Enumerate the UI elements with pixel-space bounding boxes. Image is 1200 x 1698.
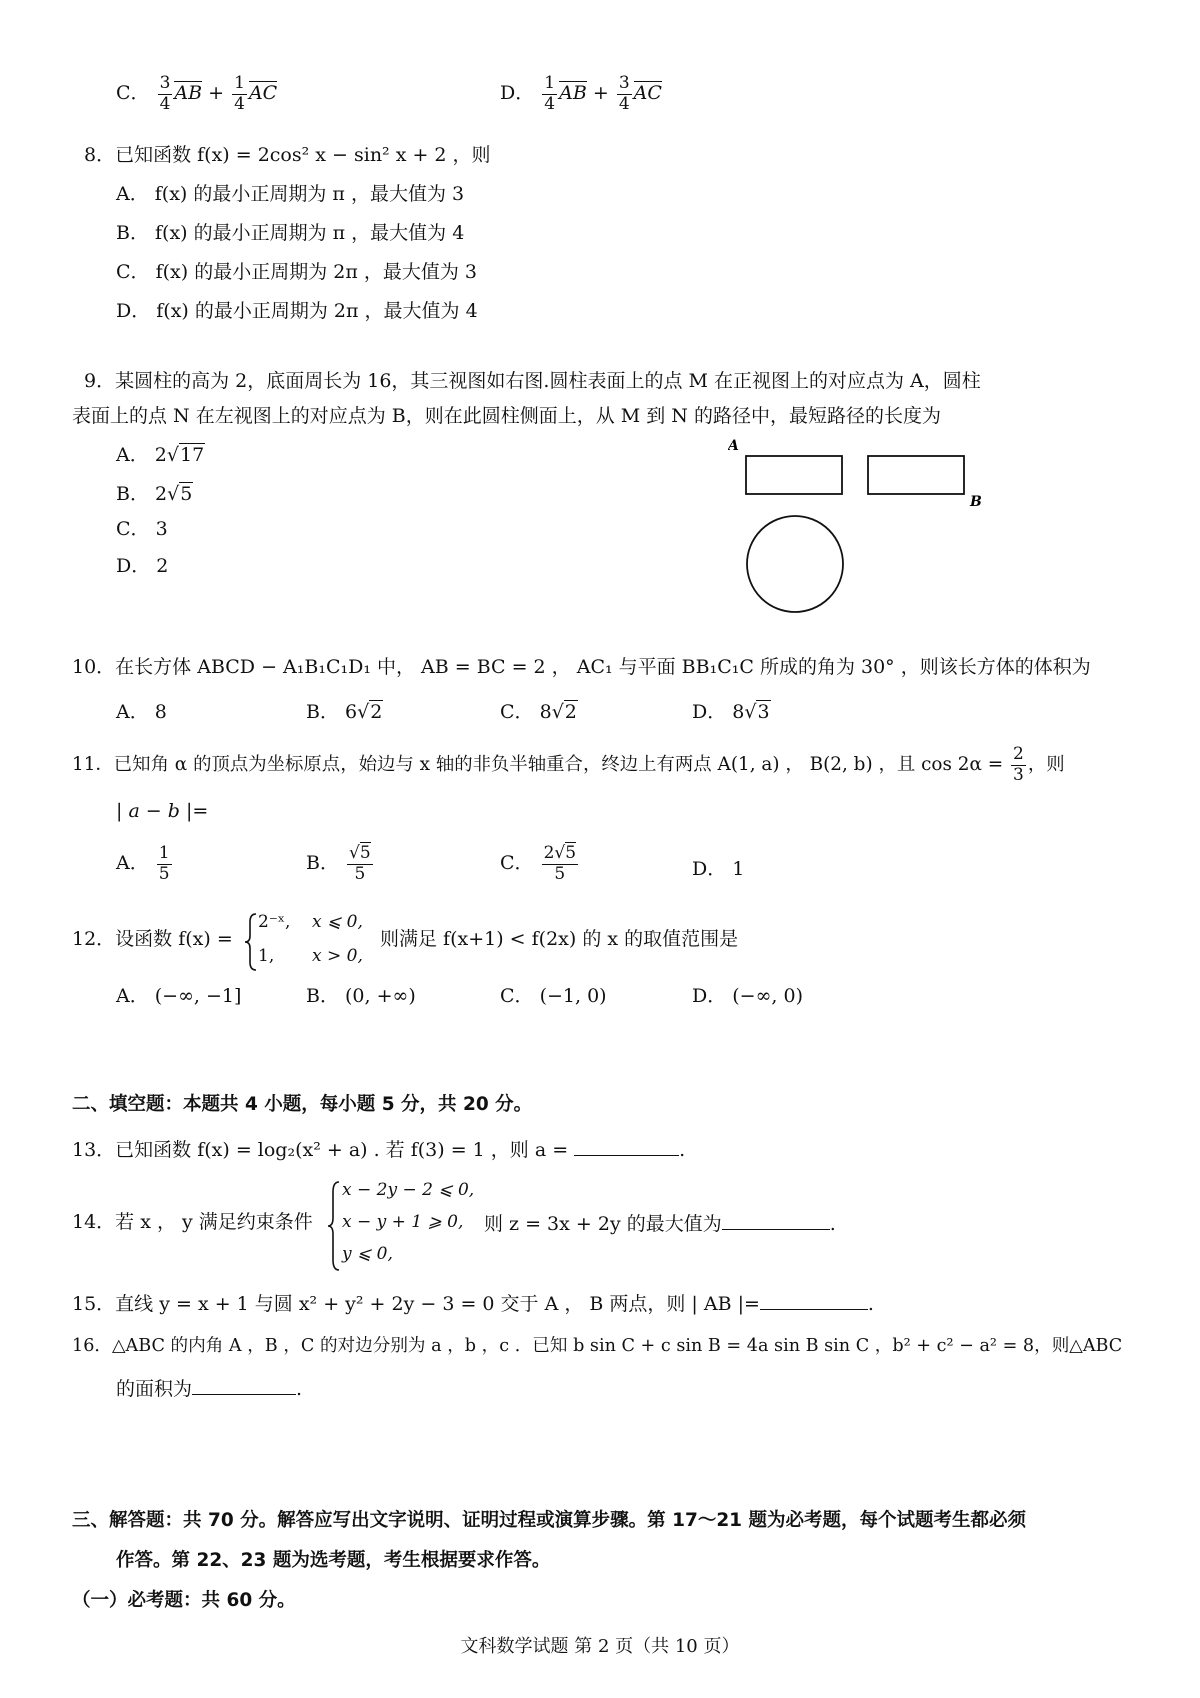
- q11-stem-end: ，则: [1027, 754, 1065, 776]
- answer-blank: [574, 1137, 679, 1156]
- option-label: A．: [116, 852, 149, 875]
- q9-option-d: D． 2: [116, 555, 169, 577]
- numerator: 1: [544, 73, 556, 93]
- radicand: 5: [359, 843, 371, 863]
- radicand: 3: [757, 701, 770, 723]
- q12-lead: 12．设函数 f(x) =: [72, 928, 233, 950]
- q12-option-d: D． (−∞, 0): [692, 985, 804, 1007]
- three-view-figure: [728, 436, 990, 616]
- numerator: 3: [618, 73, 630, 93]
- q14-tail-text: 则 z = 3x + 2y 的最大值为: [484, 1213, 722, 1235]
- q12-option-b: B． (0, +∞): [306, 985, 416, 1007]
- section-3-subtitle: （一）必考题：共 60 分。: [72, 1590, 296, 1611]
- q15: [72, 1291, 874, 1316]
- q12-option-a: A． (−∞, −1]: [116, 985, 242, 1007]
- q8-option-b: B． f(x) 的最小正周期为 π ，最大值为 4: [116, 222, 465, 244]
- fraction: [542, 74, 557, 114]
- q11-option-a: [116, 844, 174, 884]
- sqrt: √5: [167, 483, 193, 505]
- denominator: 3: [1013, 764, 1024, 785]
- top-view-circle: [747, 516, 843, 612]
- q12-case2-cond: x > 0,: [312, 946, 363, 966]
- q8-option-a: A． f(x) 的最小正周期为 π ，最大值为 3: [116, 183, 465, 205]
- q8-stem: 8．已知函数 f(x) = 2cos² x − sin² x + 2 ，则: [84, 144, 491, 166]
- q12-option-c: C． (−1, 0): [500, 985, 607, 1007]
- q16-end: .: [296, 1378, 303, 1400]
- q11-stem: [72, 745, 1065, 785]
- denominator: 5: [554, 863, 566, 884]
- q11-option-c: [500, 844, 580, 884]
- q11-line2: | a − b |=: [116, 800, 209, 822]
- q14-constraint-2: x − y + 1 ⩾ 0,: [342, 1212, 464, 1232]
- sqrt: √2: [551, 701, 577, 723]
- coefficient: 2: [155, 483, 168, 505]
- q12-case1-cond: x ⩽ 0,: [312, 912, 363, 932]
- q10-option-a: A． 8: [116, 701, 167, 723]
- q10-stem: 10．在长方体 ABCD − A₁B₁C₁D₁ 中， AB = BC = 2 ， AC₁ 与平面 BB₁C₁C 所成的角为 30° ，则该长方体的体积为: [72, 656, 1091, 678]
- plus: +: [592, 82, 609, 105]
- option-label: B．: [306, 852, 339, 875]
- q8-option-c: C． f(x) 的最小正周期为 2π ，最大值为 3: [116, 261, 477, 283]
- coefficient: 8: [539, 701, 552, 723]
- q8-option-d: D． f(x) 的最小正周期为 2π ，最大值为 4: [116, 300, 478, 322]
- numerator: 2√5: [543, 843, 577, 863]
- q14-constraint-3: y ⩽ 0,: [342, 1244, 393, 1264]
- radicand: 17: [179, 444, 205, 466]
- q7-option-c: [116, 74, 277, 114]
- fig-label-a: A: [728, 438, 739, 454]
- numerator: 1: [234, 73, 245, 93]
- section-2-title: 二、填空题：本题共 4 小题，每小题 5 分，共 20 分。: [72, 1094, 533, 1115]
- vector: AB: [559, 82, 587, 105]
- vector: AC: [248, 82, 278, 105]
- q7-option-d: [500, 74, 662, 114]
- q12-case1-expr: 2⁻ˣ,: [258, 912, 291, 932]
- q12-case2-expr: 1,: [258, 946, 275, 966]
- denominator: 4: [544, 93, 556, 114]
- numerator: √5: [349, 843, 371, 863]
- q9-option-a: [116, 444, 205, 467]
- option-label: C．: [500, 852, 534, 875]
- q14-tail: [484, 1211, 836, 1236]
- q10-option-c: [500, 701, 578, 724]
- q15-text: 15．直线 y = x + 1 与圆 x² + y² + 2y − 3 = 0 交于 A ， B 两点，则 | AB |=: [72, 1293, 760, 1315]
- q9-option-c: C． 3: [116, 518, 168, 540]
- radicand: 5: [565, 843, 577, 863]
- q16-line2-text: 的面积为: [116, 1378, 193, 1400]
- section-3-line1: 三、解答题：共 70 分。解答应写出文字说明、证明过程或演算步骤。第 17～21 题为必考题，每个试题考生都必须: [72, 1510, 1027, 1531]
- coefficient: 2: [543, 843, 555, 863]
- sqrt: √17: [166, 444, 205, 466]
- section-3-line2: 作答。第 22、23 题为选考题，考生根据要求作答。: [116, 1550, 551, 1571]
- q14-constraint-1: x − 2y − 2 ⩽ 0,: [342, 1180, 475, 1200]
- fraction: [347, 844, 373, 884]
- q14-left-brace: [327, 1180, 341, 1272]
- q16-line1: 16．△ABC 的内角 A ，B ，C 的对边分别为 a ，b ，c ．已知 b sin C + c sin B = 4a sin B sin C ，b² + c² − a² = 8，则△ABC: [72, 1336, 1123, 1356]
- q11-option-b: [306, 844, 375, 884]
- sqrt: √3: [744, 701, 770, 723]
- fraction: [157, 844, 172, 884]
- option-label: C．: [116, 82, 150, 105]
- q13-end: .: [679, 1139, 686, 1161]
- q15-end: .: [867, 1293, 874, 1315]
- answer-blank: [760, 1291, 868, 1310]
- q12-tail: 则满足 f(x+1) < f(2x) 的 x 的取值范围是: [380, 928, 739, 950]
- option-label: B．: [306, 701, 339, 723]
- answer-blank: [192, 1376, 296, 1395]
- side-view-rect: [868, 456, 964, 494]
- coefficient: 2: [154, 444, 167, 466]
- page-footer: 文科数学试题 第 2 页（共 10 页）: [460, 1636, 740, 1657]
- option-label: D．: [692, 701, 727, 723]
- fraction: [1011, 745, 1026, 785]
- q12-left-brace: [244, 912, 258, 972]
- front-view-rect: [746, 456, 842, 494]
- radicand: 2: [370, 701, 383, 723]
- q10-option-d: [692, 701, 771, 724]
- q9-option-b: [116, 483, 193, 506]
- fraction: [542, 844, 579, 884]
- coefficient: 8: [732, 701, 745, 723]
- q11-stem-text: 11．已知角 α 的顶点为坐标原点，始边与 x 轴的非负半轴重合，终边上有两点 A(1, a) ， B(2, b) ，且 cos 2α =: [72, 754, 1004, 776]
- answer-blank: [722, 1211, 830, 1230]
- radicand: 2: [564, 701, 577, 723]
- q10-option-b: [306, 701, 383, 724]
- denominator: 5: [354, 863, 366, 884]
- fraction: [617, 74, 632, 114]
- fraction: [232, 74, 247, 114]
- fig-label-b: B: [970, 494, 982, 510]
- vector: AB: [174, 82, 203, 105]
- q13: [72, 1137, 685, 1162]
- option-label: D．: [500, 82, 535, 105]
- denominator: 5: [158, 863, 170, 884]
- q14-lead: 14．若 x ， y 满足约束条件: [72, 1211, 313, 1233]
- numerator: 2: [1013, 744, 1024, 764]
- q9-line2: 表面上的点 N 在左视图上的对应点为 B，则在此圆柱侧面上，从 M 到 N 的路径中，最短路径的长度为: [72, 405, 941, 427]
- q13-text: 13．已知函数 f(x) = log₂(x² + a) . 若 f(3) = 1 ，则 a =: [72, 1139, 569, 1161]
- q11-option-d: D． 1: [692, 858, 745, 880]
- numerator: 3: [159, 73, 171, 93]
- denominator: 4: [618, 93, 630, 114]
- denominator: 4: [159, 93, 171, 114]
- option-label: C．: [500, 701, 534, 723]
- denominator: 4: [234, 93, 245, 114]
- q9-line1: 9．某圆柱的高为 2，底面周长为 16，其三视图如右图.圆柱表面上的点 M 在正视图上的对应点为 A，圆柱: [84, 370, 981, 392]
- coefficient: 6: [345, 701, 358, 723]
- q16-line2: [116, 1376, 302, 1401]
- vector: AC: [633, 82, 662, 105]
- sqrt: √2: [357, 701, 383, 723]
- radicand: 5: [180, 483, 193, 505]
- fraction: [158, 74, 173, 114]
- option-label: A．: [116, 444, 149, 466]
- plus: +: [208, 82, 225, 105]
- numerator: 1: [158, 843, 170, 863]
- option-label: B．: [116, 483, 149, 505]
- q14-end: .: [829, 1213, 836, 1235]
